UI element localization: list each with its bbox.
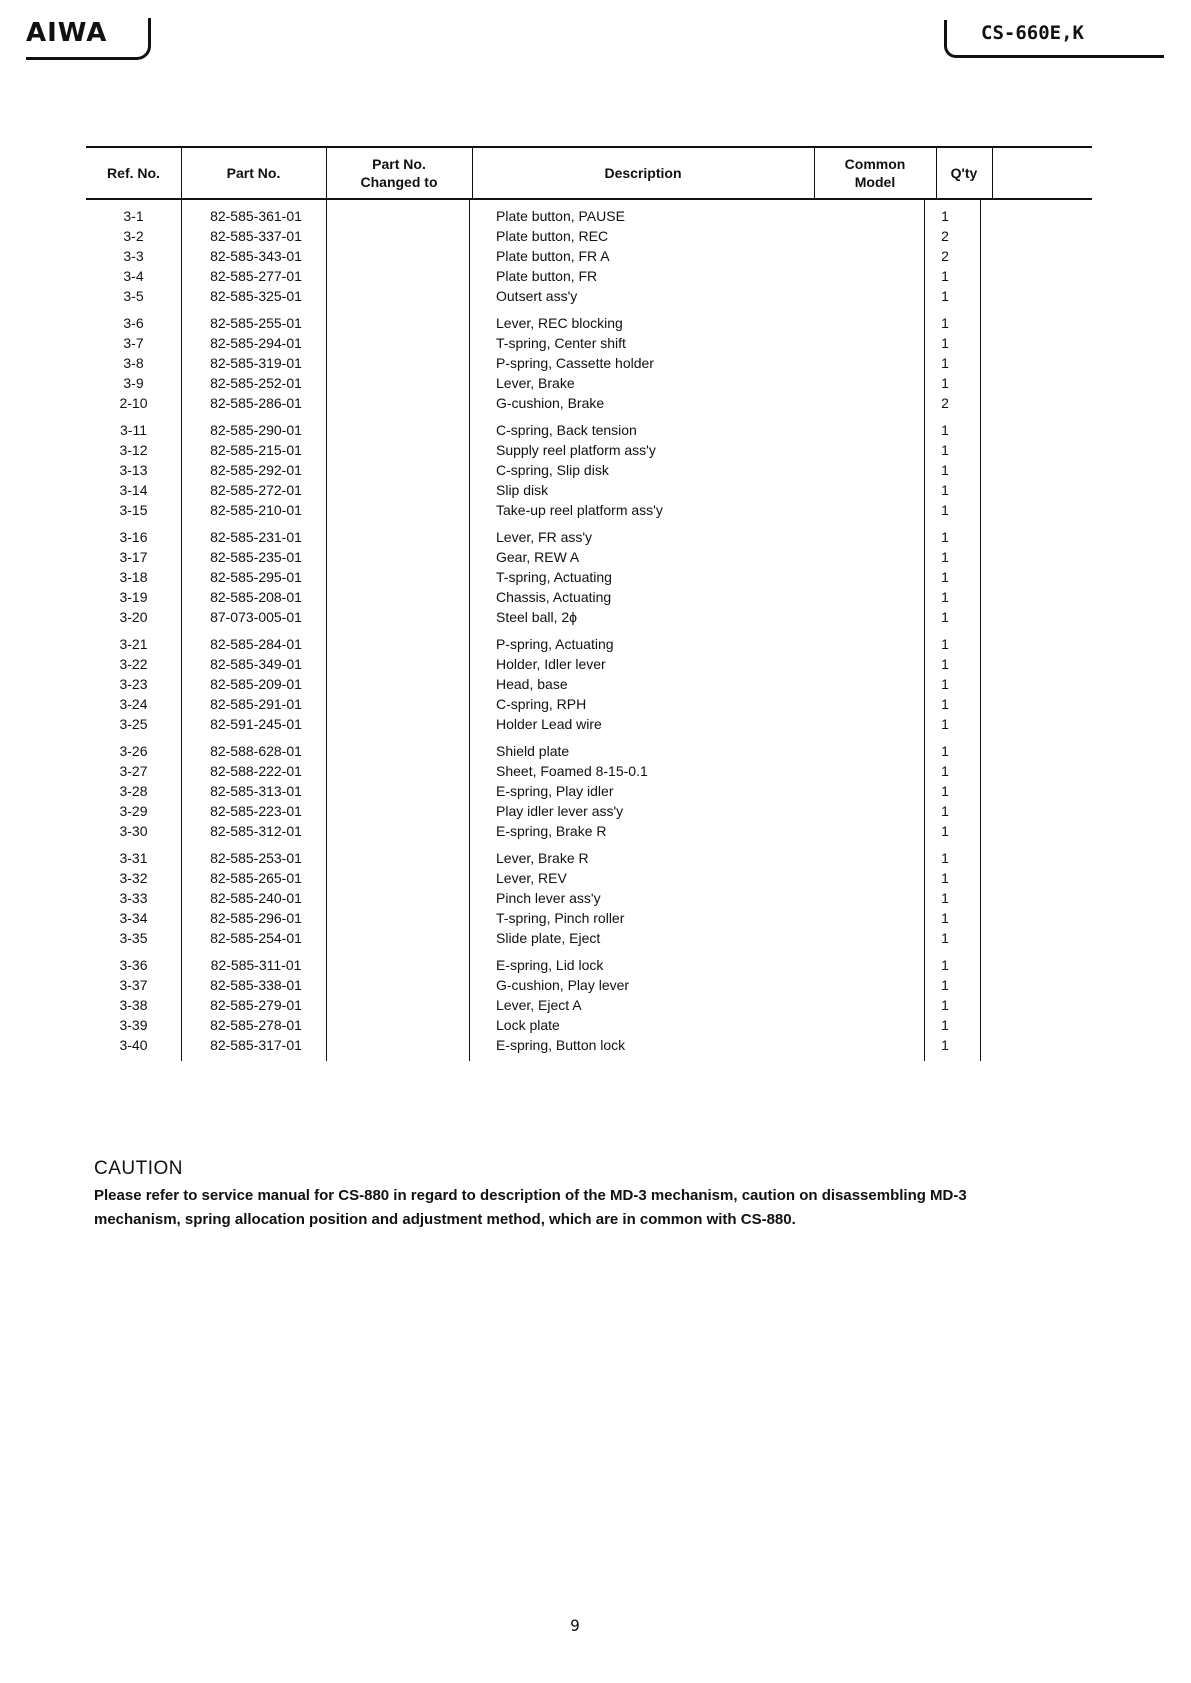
page-number: 9 [570, 1616, 580, 1635]
qty-cell: 1 [941, 355, 949, 371]
description-cell: Holder, Idler lever [496, 656, 606, 672]
header-divider [992, 148, 993, 198]
table-row [86, 801, 1092, 821]
ref-cell: 3-33 [119, 890, 148, 906]
ref-cell: 3-5 [123, 288, 144, 304]
qty-cell: 1 [941, 977, 949, 993]
ref-cell: 3-34 [119, 910, 148, 926]
part-number-cell: 82-585-290-01 [210, 422, 302, 438]
qty-cell: 1 [941, 315, 949, 331]
description-cell: T-spring, Pinch roller [496, 910, 625, 926]
ref-cell: 3-15 [119, 502, 148, 518]
qty-cell: 1 [941, 656, 949, 672]
description-cell: Holder Lead wire [496, 716, 602, 732]
header-divider [326, 148, 327, 198]
description-cell: E-spring, Brake R [496, 823, 607, 839]
ref-cell: 3-6 [123, 315, 144, 331]
part-number-cell: 82-585-295-01 [210, 569, 302, 585]
description-cell: Plate button, FR [496, 268, 598, 284]
ref-cell: 3-37 [119, 977, 148, 993]
table-row [86, 500, 1092, 520]
table-row [86, 908, 1092, 928]
part-number-cell: 82-585-292-01 [210, 462, 302, 478]
description-cell: Plate button, FR A [496, 248, 610, 264]
part-number-cell: 82-585-253-01 [210, 850, 302, 866]
table-row [86, 266, 1092, 286]
ref-cell: 3-40 [119, 1037, 148, 1053]
description-cell: G-cushion, Brake [496, 395, 605, 411]
description-cell: C-spring, Back tension [496, 422, 637, 438]
description-cell: C-spring, Slip disk [496, 462, 609, 478]
column-header-qty: Q'ty [950, 165, 978, 181]
header-divider [181, 148, 182, 198]
qty-cell: 1 [941, 589, 949, 605]
part-number-cell: 82-585-296-01 [210, 910, 302, 926]
part-number-cell: 82-585-278-01 [210, 1017, 302, 1033]
ref-cell: 3-32 [119, 870, 148, 886]
table-row [86, 955, 1092, 975]
part-number-cell: 82-585-349-01 [210, 656, 302, 672]
qty-cell: 1 [941, 743, 949, 759]
part-number-cell: 82-585-240-01 [210, 890, 302, 906]
part-number-cell: 82-585-291-01 [210, 696, 302, 712]
part-number-cell: 82-585-312-01 [210, 823, 302, 839]
description-cell: C-spring, RPH [496, 696, 587, 712]
part-number-cell: 82-585-361-01 [210, 208, 302, 224]
part-number-cell: 82-585-223-01 [210, 803, 302, 819]
part-number-cell: 82-585-209-01 [210, 676, 302, 692]
ref-cell: 3-17 [119, 549, 148, 565]
ref-cell: 2-10 [119, 395, 148, 411]
ref-cell: 3-38 [119, 997, 148, 1013]
part-number-cell: 82-585-255-01 [210, 315, 302, 331]
header-divider [936, 148, 937, 198]
table-row [86, 888, 1092, 908]
table-row [86, 975, 1092, 995]
description-cell: Play idler lever ass'y [496, 803, 624, 819]
qty-cell: 1 [941, 850, 949, 866]
qty-cell: 1 [941, 997, 949, 1013]
header-divider [472, 148, 473, 198]
description-cell: Lever, REV [496, 870, 567, 886]
qty-cell: 1 [941, 288, 949, 304]
description-cell: E-spring, Button lock [496, 1037, 626, 1053]
ref-cell: 3-24 [119, 696, 148, 712]
ref-cell: 3-9 [123, 375, 144, 391]
part-number-cell: 82-585-325-01 [210, 288, 302, 304]
part-number-cell: 82-585-277-01 [210, 268, 302, 284]
brand-logo [26, 18, 151, 60]
table-row [86, 928, 1092, 948]
table-row [86, 246, 1092, 266]
table-row [86, 714, 1092, 734]
table-row [86, 527, 1092, 547]
table-row [86, 480, 1092, 500]
table-row [86, 821, 1092, 841]
description-cell: Chassis, Actuating [496, 589, 612, 605]
qty-cell: 1 [941, 823, 949, 839]
table-row [86, 694, 1092, 714]
part-number-cell: 82-585-313-01 [210, 783, 302, 799]
ref-cell: 3-18 [119, 569, 148, 585]
description-cell: Lever, FR ass'y [496, 529, 593, 545]
qty-cell: 1 [941, 442, 949, 458]
table-row [86, 547, 1092, 567]
ref-cell: 3-21 [119, 636, 148, 652]
qty-cell: 2 [941, 395, 949, 411]
qty-cell: 1 [941, 335, 949, 351]
description-cell: G-cushion, Play lever [496, 977, 630, 993]
qty-cell: 1 [941, 930, 949, 946]
table-row [86, 206, 1092, 226]
table-row [86, 607, 1092, 627]
model-number: CS-660E,K [981, 22, 1084, 44]
part-number-cell: 82-585-294-01 [210, 335, 302, 351]
description-cell: E-spring, Lid lock [496, 957, 604, 973]
qty-cell: 1 [941, 208, 949, 224]
description-cell: Steel ball, 2ϕ [496, 609, 577, 625]
qty-cell: 1 [941, 268, 949, 284]
table-row [86, 761, 1092, 781]
ref-cell: 3-28 [119, 783, 148, 799]
description-cell: Pinch lever ass'y [496, 890, 601, 906]
table-header [86, 146, 1092, 200]
qty-cell: 1 [941, 890, 949, 906]
table-row [86, 420, 1092, 440]
ref-cell: 3-31 [119, 850, 148, 866]
caution-title: CAUTION [94, 1158, 183, 1179]
ref-cell: 3-22 [119, 656, 148, 672]
description-cell: Sheet, Foamed 8-15-0.1 [496, 763, 648, 779]
part-number-cell: 82-585-343-01 [210, 248, 302, 264]
table-row [86, 674, 1092, 694]
part-number-cell: 82-591-245-01 [210, 716, 302, 732]
column-header-part-no: Part No. [226, 165, 281, 181]
description-cell: Lever, Brake R [496, 850, 589, 866]
column-header-description: Description [604, 165, 682, 181]
qty-cell: 2 [941, 228, 949, 244]
table-row [86, 313, 1092, 333]
table-row [86, 781, 1092, 801]
table-row [86, 353, 1092, 373]
qty-cell: 1 [941, 375, 949, 391]
table-row [86, 460, 1092, 480]
qty-cell: 1 [941, 569, 949, 585]
ref-cell: 3-29 [119, 803, 148, 819]
ref-cell: 3-13 [119, 462, 148, 478]
qty-cell: 1 [941, 482, 949, 498]
ref-cell: 3-26 [119, 743, 148, 759]
ref-cell: 3-14 [119, 482, 148, 498]
part-number-cell: 82-585-338-01 [210, 977, 302, 993]
ref-cell: 3-8 [123, 355, 144, 371]
header-divider [814, 148, 815, 198]
description-cell: E-spring, Play idler [496, 783, 614, 799]
table-row [86, 741, 1092, 761]
description-cell: Slide plate, Eject [496, 930, 601, 946]
table-row [86, 333, 1092, 353]
ref-cell: 3-11 [120, 422, 147, 438]
ref-cell: 3-35 [119, 930, 148, 946]
description-cell: Lever, Eject A [496, 997, 582, 1013]
ref-cell: 3-23 [119, 676, 148, 692]
qty-cell: 1 [941, 609, 949, 625]
qty-cell: 1 [941, 910, 949, 926]
table-row [86, 848, 1092, 868]
part-number-cell: 82-585-279-01 [210, 997, 302, 1013]
table-row [86, 1015, 1092, 1035]
part-number-cell: 82-585-272-01 [210, 482, 302, 498]
ref-cell: 3-12 [119, 442, 148, 458]
description-cell: Plate button, REC [496, 228, 609, 244]
part-number-cell: 82-585-265-01 [210, 870, 302, 886]
ref-cell: 3-2 [123, 228, 144, 244]
part-number-cell: 82-585-208-01 [210, 589, 302, 605]
table-row [86, 995, 1092, 1015]
ref-cell: 3-20 [119, 609, 148, 625]
table-row [86, 440, 1092, 460]
ref-cell: 3-7 [123, 335, 144, 351]
column-header-ref: Ref. No. [107, 165, 160, 181]
qty-cell: 1 [941, 803, 949, 819]
part-number-cell: 82-585-235-01 [210, 549, 302, 565]
qty-cell: 1 [941, 529, 949, 545]
qty-cell: 1 [941, 696, 949, 712]
part-number-cell: 87-073-005-01 [210, 609, 302, 625]
ref-cell: 3-3 [123, 248, 144, 264]
qty-cell: 1 [941, 783, 949, 799]
part-number-cell: 82-585-284-01 [210, 636, 302, 652]
description-cell: Outsert ass'y [496, 288, 578, 304]
table-row [86, 373, 1092, 393]
qty-cell: 1 [941, 763, 949, 779]
ref-cell: 3-30 [119, 823, 148, 839]
parts-table [86, 146, 1092, 1061]
qty-cell: 1 [941, 957, 949, 973]
qty-cell: 1 [941, 549, 949, 565]
table-row [86, 654, 1092, 674]
table-row [86, 567, 1092, 587]
description-cell: Lever, REC blocking [496, 315, 623, 331]
part-number-cell: 82-585-215-01 [210, 442, 302, 458]
caution-text: Please refer to service manual for CS-880 in regard to description of the MD-3 mechanism, caution on disassembling MD-3 mechanism, spring allocation position and adjustment method, which are in common with CS-880. [94, 1187, 967, 1228]
description-cell: Shield plate [496, 743, 570, 759]
part-number-cell: 82-585-319-01 [210, 355, 302, 371]
description-cell: P-spring, Actuating [496, 636, 614, 652]
qty-cell: 1 [941, 870, 949, 886]
ref-cell: 3-16 [119, 529, 148, 545]
description-cell: Lever, Brake [496, 375, 575, 391]
ref-cell: 3-1 [123, 208, 144, 224]
ref-cell: 3-36 [119, 957, 148, 973]
part-number-cell: 82-585-311-01 [210, 957, 302, 973]
description-cell: Lock plate [496, 1017, 560, 1033]
description-cell: T-spring, Center shift [496, 335, 626, 351]
description-cell: P-spring, Cassette holder [496, 355, 654, 371]
part-number-cell: 82-585-252-01 [210, 375, 302, 391]
ref-cell: 3-4 [123, 268, 144, 284]
table-row [86, 286, 1092, 306]
table-row [86, 226, 1092, 246]
description-cell: T-spring, Actuating [496, 569, 612, 585]
part-number-cell: 82-588-222-01 [210, 763, 302, 779]
description-cell: Slip disk [496, 482, 549, 498]
part-number-cell: 82-585-254-01 [210, 930, 302, 946]
description-cell: Plate button, PAUSE [496, 208, 625, 224]
description-cell: Gear, REW A [496, 549, 580, 565]
table-row [86, 1035, 1092, 1055]
part-number-cell: 82-585-317-01 [210, 1037, 302, 1053]
ref-cell: 3-19 [119, 589, 148, 605]
qty-cell: 1 [941, 1017, 949, 1033]
column-header-changed-to: Part No. Changed to [360, 156, 438, 190]
description-cell: Supply reel platform ass'y [496, 442, 656, 458]
ref-cell: 3-25 [119, 716, 148, 732]
description-cell: Take-up reel platform ass'y [496, 502, 663, 518]
table-row [86, 634, 1092, 654]
column-header-common-model: Common Model [844, 156, 906, 190]
caution-note [94, 1158, 1054, 1232]
part-number-cell: 82-588-628-01 [210, 743, 302, 759]
ref-cell: 3-27 [119, 763, 148, 779]
ref-cell: 3-39 [119, 1017, 148, 1033]
description-cell: Head, base [496, 676, 568, 692]
table-row [86, 393, 1092, 413]
qty-cell: 1 [941, 502, 949, 518]
qty-cell: 1 [941, 716, 949, 732]
qty-cell: 2 [941, 248, 949, 264]
qty-cell: 1 [941, 462, 949, 478]
part-number-cell: 82-585-210-01 [210, 502, 302, 518]
model-label [944, 20, 1164, 58]
part-number-cell: 82-585-337-01 [210, 228, 302, 244]
qty-cell: 1 [941, 636, 949, 652]
part-number-cell: 82-585-286-01 [210, 395, 302, 411]
qty-cell: 1 [941, 1037, 949, 1053]
part-number-cell: 82-585-231-01 [210, 529, 302, 545]
table-row [86, 587, 1092, 607]
table-body [86, 200, 1092, 1061]
qty-cell: 1 [941, 676, 949, 692]
table-row [86, 868, 1092, 888]
brand-name: AIWA [26, 18, 108, 48]
qty-cell: 1 [941, 422, 949, 438]
